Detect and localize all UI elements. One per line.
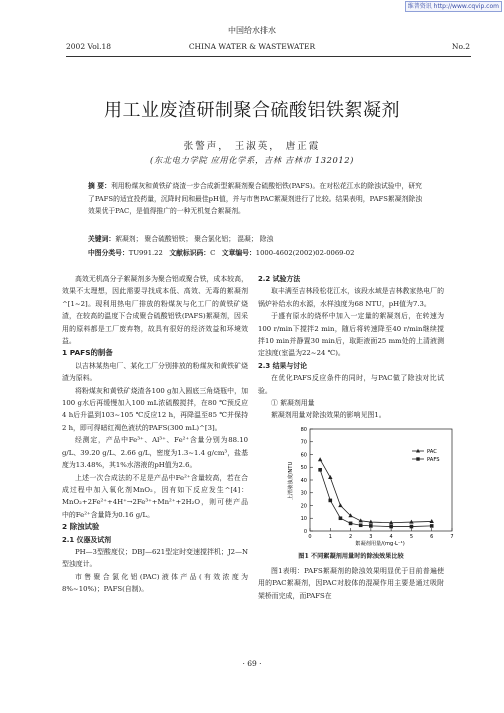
x-tick-label: 6 [430, 534, 434, 540]
x-tick-label: 5 [409, 534, 414, 540]
y-tick-label: 30 [300, 490, 307, 497]
x-axis-label: 絮凝剂用量/(mg·L⁻¹) [355, 541, 405, 547]
y-tick-label: 70 [300, 439, 307, 446]
data-point-pafs [410, 525, 414, 529]
x-tick-label: 7 [450, 534, 454, 540]
data-point-pafs [430, 524, 434, 528]
data-point-pafs [349, 522, 353, 526]
figure-caption: 图1 不同絮凝剂用量时的除浊效果比较 [298, 553, 404, 560]
data-point-pac [328, 475, 332, 479]
header-volume: 2002 Vol.18 [66, 42, 112, 51]
turbidity-chart [284, 423, 464, 548]
header-issue: No.2 [451, 42, 470, 51]
section-heading-2-2: 2.2 试验方法 [258, 275, 301, 283]
paragraph: 以吉林某热电厂、某化工厂分别排放的粉煤灰和黄铁矿烧渣为原料。 [62, 361, 248, 383]
subheading: ① 絮凝剂用量 [271, 399, 315, 408]
classification-line [88, 247, 428, 257]
paragraph: 上述一次合成法的不足是产品中Fe²⁺含量较高，若在合成过程中加入氧化剂MnO₂，因有如下反应发生^[4]：MnO₂+2Fe²⁺+4H⁺→2Fe³⁺+Mn²⁺+2H₂O，则可使产品中的Fe²⁺含量降为0.16 g/L。 [62, 473, 248, 519]
keywords-line [88, 233, 428, 243]
section-heading-2: 2 除浊试验 [62, 522, 100, 532]
keywords: 絮凝剂； 聚合硫酸铝铁； 聚合氯化铝； 混凝； 除浊 [115, 235, 274, 243]
y-tick-label: 10 [300, 516, 307, 523]
y-tick-label: 50 [300, 465, 307, 472]
paragraph: 于盛有原水的烧杯中加入一定量的絮凝剂后，在转速为100 r/min下搅拌2 min，随后将转速降至40 r/min继续搅拌10 min并静置30 min后，取距液面25 mm处的上清液测定浊度(室温为22~24 ℃)。 [258, 312, 444, 358]
series-line-pafs [320, 470, 432, 527]
paragraph: 絮凝剂用量对除浊效果的影响见图1。 [271, 411, 386, 420]
data-point-pafs [369, 524, 373, 528]
section-heading-2-3: 2.3 结果与讨论 [258, 361, 308, 370]
series-line-pac [320, 460, 432, 523]
cls-code: TU991.22 [128, 249, 163, 257]
header-rule [66, 56, 471, 57]
page-number: · 69 · [242, 659, 262, 668]
doc-code: C [210, 249, 216, 257]
article-id-label: 文章编号： [221, 249, 256, 257]
y-tick-label: 40 [300, 477, 307, 484]
paragraph: 图1表明：PAFS絮凝剂的除浊效果明显优于目前普遍使用的PAC絮凝剂，因PAC对胶体的混凝作用主要是通过吸附架桥而完成，而PAFS在 [258, 567, 444, 600]
cls-label: 中图分类号： [88, 249, 129, 257]
paragraph: 将粉煤灰和黄铁矿烧渣各100 g加入圆底三角烧瓶中，加100 g水后再缓慢加入100 mL浓硫酸搅拌，在80 ℃预反应4 h后升温到103~105 ℃反应12 h，再降温至85 ℃并保持2 h，即可得暗红褐色液状的PAFS(300 mL)^[3]。 [62, 386, 248, 432]
y-tick-label: 20 [300, 503, 307, 510]
paragraph: 经测定，产品中Fe³⁺、Al³⁺、Fe²⁺含量分别为88.10 g/L、39.20 g/L、2.66 g/L，密度为1.3~1.4 g/cm³，盐基度为13.48%，其1%水溶液的pH值为2.6。 [62, 436, 248, 470]
abstract-text: 利用粉煤灰和黄铁矿烧渣一步合成新型絮凝剂聚合硫酸铝铁(PAFS)。在对松花江水的除浊试验中，研究了PAFS的适宜投药量，沉降时间和最佳pH值，并与市售PAC絮凝剂进行了比较。结果表明，PAFS絮凝剂除浊效果优于PAC，是值得推广的一种无机复合絮凝剂。 [88, 182, 422, 216]
paragraph: 市售聚合氯化铝(PAC)液体产品(有效浓度为8%~10%)；PAFS(自制)。 [62, 572, 248, 594]
data-point-pac [338, 503, 342, 507]
legend-label: PAFS [427, 456, 440, 463]
paragraph: 在优化PAFS反应条件的同时，与PAC做了除浊对比试验。 [258, 374, 444, 395]
paper-title: 用工业废渣研制聚合硫酸铝铁絮凝剂 [104, 100, 400, 121]
x-tick-label: 4 [389, 534, 393, 540]
x-tick-label: 1 [328, 534, 332, 540]
left-column [62, 273, 248, 596]
data-point-pafs [389, 525, 393, 529]
watermark-stamp: 维普资讯 http://www.cqvip.com [405, 1, 502, 12]
abstract [88, 180, 422, 218]
data-point-pac [318, 457, 322, 461]
data-point-pac [430, 519, 434, 523]
x-tick-label: 0 [308, 534, 312, 540]
data-point-pafs [318, 468, 322, 472]
y-tick-label: 0 [303, 528, 307, 535]
journal-name: 中国给水排水 [228, 26, 276, 35]
right-column-bottom [258, 565, 444, 602]
doc-code-label: 文献标识码： [169, 249, 211, 257]
intro-paragraph: 高效无机高分子絮凝剂多为聚合铝或聚合铁，成本较高，效果不太理想，因此需要寻找成本低、高效、无毒的絮凝剂^[1~2]。现利用热电厂排放的粉煤灰与化工厂的黄铁矿烧渣，在较高的温度下合成聚合硫酸铝铁(PAFS)絮凝剂，因采用的原料都是工厂废弃物，故具有很好的经济效益和环境效益。 [62, 275, 248, 346]
authors: 张警声， 王淑英， 唐正霞 [183, 141, 321, 152]
data-point-pafs [328, 499, 332, 503]
abstract-label: 摘 要： [88, 182, 111, 190]
paragraph: 取丰满至吉林段松花江水，该段水域是吉林教家热电厂的锅炉补给水的水源，水样浊度为68 NTU，pH值为7.3。 [258, 287, 444, 308]
article-id: 1000-4602(2002)02-0069-02 [255, 249, 355, 257]
data-point-pafs [359, 523, 363, 527]
legend-marker [416, 457, 419, 460]
header-journal-en: CHINA WATER & WASTEWATER [188, 42, 316, 51]
x-tick-label: 2 [348, 534, 353, 540]
y-tick-label: 80 [300, 426, 307, 433]
section-heading-2-1: 2.1 仪器及试剂 [62, 535, 112, 544]
section-heading-1: 1 PAFS的制备 [62, 348, 113, 358]
right-column-top [258, 273, 444, 422]
legend-label: PAC [427, 448, 437, 455]
x-tick-label: 3 [369, 534, 373, 540]
y-axis-label: 上清液浊度/NTU [288, 461, 294, 501]
data-point-pafs [339, 516, 343, 520]
paragraph: PH—3型酸度仪；DBJ—621型定时变速搅拌机；J2—N型浊度计。 [62, 547, 248, 569]
affiliation: (东北电力学院 应用化学系，吉林 吉林市 132012) [150, 155, 354, 165]
keywords-label: 关键词： [88, 235, 116, 243]
y-tick-label: 60 [300, 452, 307, 459]
